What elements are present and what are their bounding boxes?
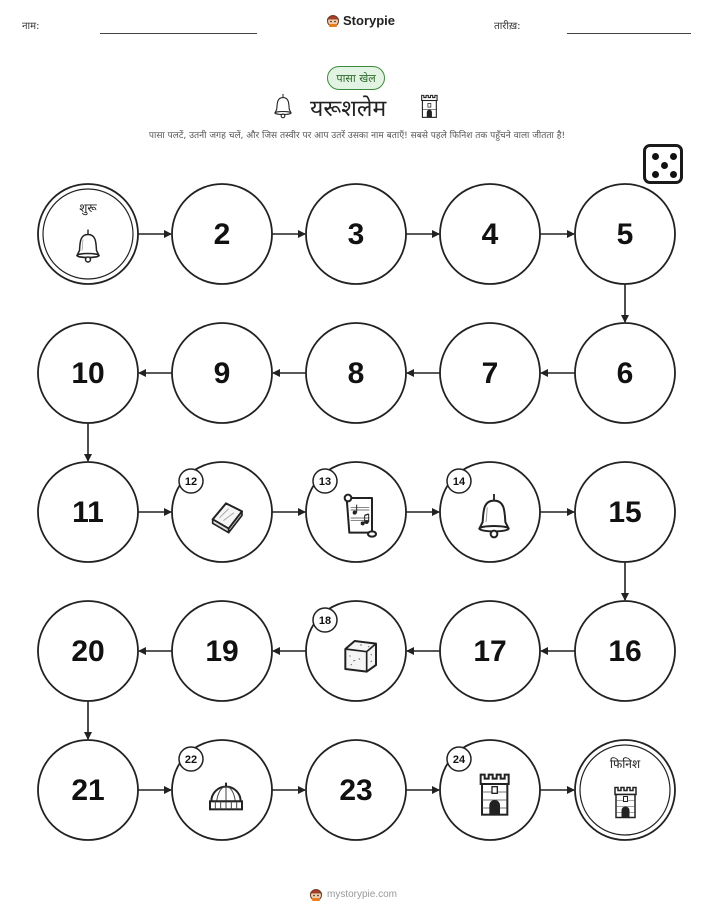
space-number: 13 bbox=[318, 476, 332, 488]
space-number: 6 bbox=[616, 357, 634, 390]
space-number: 19 bbox=[205, 635, 239, 668]
space-number: 9 bbox=[213, 357, 231, 390]
page-title: यरूशलेम bbox=[310, 96, 387, 122]
space-number: 10 bbox=[71, 357, 105, 390]
date-label: तारीख़: bbox=[494, 21, 521, 32]
footer bbox=[309, 887, 397, 902]
space-number: 11 bbox=[72, 496, 104, 529]
space-number: 15 bbox=[608, 496, 642, 529]
space-number: 4 bbox=[481, 218, 499, 251]
space-number: 21 bbox=[71, 774, 105, 807]
game-type-badge: पासा खेल bbox=[327, 66, 385, 90]
tower-icon bbox=[615, 788, 636, 818]
space-number: 8 bbox=[347, 357, 365, 390]
footer-site: mystorypie.com bbox=[327, 889, 398, 900]
space-number: 2 bbox=[213, 218, 231, 251]
space-number: 3 bbox=[347, 218, 365, 251]
space-number: 17 bbox=[473, 635, 507, 668]
space-number: 7 bbox=[481, 357, 499, 390]
name-label: नाम: bbox=[22, 21, 40, 32]
space-number: 12 bbox=[184, 476, 198, 488]
space-number: 24 bbox=[452, 754, 466, 766]
stone-block-icon bbox=[345, 641, 376, 672]
space-number: 5 bbox=[616, 218, 634, 251]
space-number: 14 bbox=[452, 476, 466, 488]
tower-icon bbox=[481, 775, 509, 815]
storypie-logo-icon bbox=[309, 887, 323, 902]
space-number: 16 bbox=[608, 635, 642, 668]
space-number: 20 bbox=[71, 635, 105, 668]
finish-label: फिनिश bbox=[609, 757, 641, 771]
start-label: शुरू bbox=[79, 201, 97, 215]
instructions-text: पासा पलटें, उतनी जगह चलें, और जिस तस्वीर पर आप उतरें उसका नाम बताएँ! सबसे पहले फिनिश तक पहुँचने वाला जीतता है! bbox=[148, 131, 566, 141]
scroll-icon bbox=[345, 495, 376, 537]
space-number: 23 bbox=[339, 774, 373, 807]
brand-name: Storypie bbox=[343, 13, 396, 28]
space-number: 22 bbox=[184, 754, 198, 766]
space-number: 18 bbox=[318, 615, 332, 627]
